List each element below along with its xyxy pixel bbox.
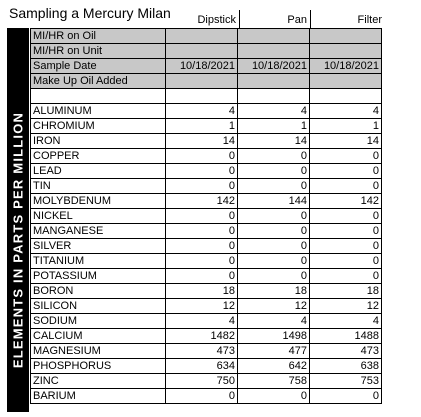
column-divider bbox=[310, 10, 311, 28]
value-cell: 18 bbox=[310, 284, 382, 299]
table-row bbox=[31, 389, 382, 404]
value-cell: 0 bbox=[166, 224, 238, 239]
value-cell: 1488 bbox=[310, 329, 382, 344]
value-cell: 0 bbox=[238, 179, 310, 194]
value-cell: 14 bbox=[166, 134, 238, 149]
row-label: IRON bbox=[31, 134, 166, 149]
side-label-bar bbox=[7, 28, 29, 412]
value-cell: 0 bbox=[238, 269, 310, 284]
value-cell: 0 bbox=[310, 254, 382, 269]
value-cell: 0 bbox=[238, 149, 310, 164]
row-label: TITANIUM bbox=[31, 254, 166, 269]
row-label: PHOSPHORUS bbox=[31, 359, 166, 374]
value-cell bbox=[310, 89, 382, 104]
value-cell: 14 bbox=[238, 134, 310, 149]
value-cell bbox=[310, 29, 382, 44]
row-label: MOLYBDENUM bbox=[31, 194, 166, 209]
value-cell: 4 bbox=[310, 314, 382, 329]
value-cell: 0 bbox=[238, 254, 310, 269]
value-cell: 0 bbox=[310, 389, 382, 404]
row-label: SODIUM bbox=[31, 314, 166, 329]
side-label: ELEMENTS IN PARTS PER MILLION bbox=[10, 111, 26, 369]
table-row bbox=[31, 299, 382, 314]
value-cell: 4 bbox=[238, 104, 310, 119]
row-label: NICKEL bbox=[31, 209, 166, 224]
value-cell: 1 bbox=[310, 119, 382, 134]
value-cell bbox=[238, 44, 310, 59]
value-cell: 0 bbox=[310, 209, 382, 224]
row-label: BARIUM bbox=[31, 389, 166, 404]
value-cell: 1482 bbox=[166, 329, 238, 344]
value-cell: 0 bbox=[310, 269, 382, 284]
page-title: Sampling a Mercury Milan bbox=[9, 5, 171, 21]
table-row bbox=[31, 164, 382, 179]
value-cell: 4 bbox=[310, 104, 382, 119]
row-label: MI/HR on Unit bbox=[31, 44, 166, 59]
column-header-filter: Filter bbox=[357, 14, 382, 26]
table-row bbox=[31, 119, 382, 134]
value-cell bbox=[166, 29, 238, 44]
value-cell: 0 bbox=[166, 269, 238, 284]
value-cell: 18 bbox=[166, 284, 238, 299]
header-row bbox=[31, 44, 382, 59]
value-cell: 750 bbox=[166, 374, 238, 389]
row-label: Sample Date bbox=[31, 59, 166, 74]
header-row bbox=[31, 74, 382, 89]
value-cell: 0 bbox=[166, 179, 238, 194]
value-cell bbox=[310, 44, 382, 59]
value-cell: 4 bbox=[166, 314, 238, 329]
table-row bbox=[31, 374, 382, 389]
value-cell: 0 bbox=[238, 164, 310, 179]
value-cell: 0 bbox=[310, 164, 382, 179]
value-cell: 634 bbox=[166, 359, 238, 374]
row-label: ALUMINUM bbox=[31, 104, 166, 119]
row-label: ZINC bbox=[31, 374, 166, 389]
table-row bbox=[31, 209, 382, 224]
table-row bbox=[31, 149, 382, 164]
row-label: COPPER bbox=[31, 149, 166, 164]
value-cell: 0 bbox=[310, 224, 382, 239]
column-divider bbox=[239, 10, 240, 28]
table-row bbox=[31, 179, 382, 194]
row-label: TIN bbox=[31, 179, 166, 194]
table-row bbox=[31, 134, 382, 149]
value-cell: 0 bbox=[238, 224, 310, 239]
column-header-pan: Pan bbox=[287, 14, 307, 26]
value-cell: 0 bbox=[238, 209, 310, 224]
value-cell: 10/18/2021 bbox=[310, 59, 382, 74]
row-label: SILICON bbox=[31, 299, 166, 314]
value-cell: 473 bbox=[310, 344, 382, 359]
value-cell: 4 bbox=[238, 314, 310, 329]
value-cell: 10/18/2021 bbox=[238, 59, 310, 74]
value-cell: 142 bbox=[166, 194, 238, 209]
table-row bbox=[31, 194, 382, 209]
value-cell: 0 bbox=[310, 149, 382, 164]
value-cell: 0 bbox=[310, 239, 382, 254]
spacer-row bbox=[31, 89, 382, 104]
value-cell bbox=[310, 74, 382, 89]
value-cell: 144 bbox=[238, 194, 310, 209]
value-cell: 0 bbox=[166, 254, 238, 269]
row-label: SILVER bbox=[31, 239, 166, 254]
value-cell: 12 bbox=[310, 299, 382, 314]
value-cell: 0 bbox=[166, 389, 238, 404]
value-cell: 638 bbox=[310, 359, 382, 374]
row-label: CALCIUM bbox=[31, 329, 166, 344]
row-label: CHROMIUM bbox=[31, 119, 166, 134]
table-row bbox=[31, 344, 382, 359]
table-row bbox=[31, 104, 382, 119]
value-cell: 758 bbox=[238, 374, 310, 389]
value-cell: 0 bbox=[166, 149, 238, 164]
table-row bbox=[31, 254, 382, 269]
table-row bbox=[31, 359, 382, 374]
value-cell: 477 bbox=[238, 344, 310, 359]
table-row bbox=[31, 224, 382, 239]
row-label: MI/HR on Oil bbox=[31, 29, 166, 44]
value-cell bbox=[166, 89, 238, 104]
value-cell: 0 bbox=[238, 239, 310, 254]
header-row bbox=[31, 29, 382, 44]
row-label: Make Up Oil Added bbox=[31, 74, 166, 89]
value-cell: 0 bbox=[238, 389, 310, 404]
value-cell: 1 bbox=[238, 119, 310, 134]
value-cell: 12 bbox=[238, 299, 310, 314]
value-cell: 18 bbox=[238, 284, 310, 299]
value-cell: 0 bbox=[166, 239, 238, 254]
value-cell: 12 bbox=[166, 299, 238, 314]
row-label: BORON bbox=[31, 284, 166, 299]
row-label: MAGNESIUM bbox=[31, 344, 166, 359]
row-label: LEAD bbox=[31, 164, 166, 179]
table-row bbox=[31, 314, 382, 329]
value-cell: 4 bbox=[166, 104, 238, 119]
value-cell bbox=[238, 29, 310, 44]
value-cell: 142 bbox=[310, 194, 382, 209]
value-cell: 0 bbox=[166, 164, 238, 179]
table-row bbox=[31, 239, 382, 254]
value-cell: 642 bbox=[238, 359, 310, 374]
table-row bbox=[31, 329, 382, 344]
value-cell bbox=[238, 89, 310, 104]
value-cell: 1498 bbox=[238, 329, 310, 344]
header-row bbox=[31, 59, 382, 74]
value-cell: 14 bbox=[310, 134, 382, 149]
value-cell: 0 bbox=[310, 179, 382, 194]
column-header-dipstick: Dipstick bbox=[197, 14, 236, 26]
value-cell bbox=[166, 74, 238, 89]
value-cell: 10/18/2021 bbox=[166, 59, 238, 74]
value-cell: 473 bbox=[166, 344, 238, 359]
row-label: MANGANESE bbox=[31, 224, 166, 239]
value-cell: 753 bbox=[310, 374, 382, 389]
oil-analysis-table bbox=[30, 28, 382, 404]
value-cell: 0 bbox=[166, 209, 238, 224]
row-label: POTASSIUM bbox=[31, 269, 166, 284]
value-cell bbox=[238, 74, 310, 89]
table-row bbox=[31, 284, 382, 299]
value-cell: 1 bbox=[166, 119, 238, 134]
table-row bbox=[31, 269, 382, 284]
value-cell bbox=[166, 44, 238, 59]
row-label bbox=[31, 89, 166, 104]
